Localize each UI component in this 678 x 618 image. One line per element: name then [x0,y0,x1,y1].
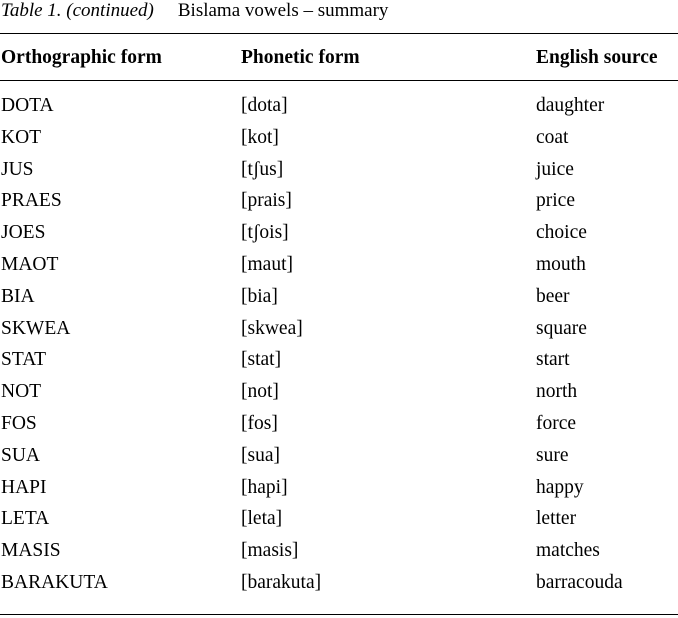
cell-phonetic: [bia] [241,285,278,307]
table-caption-title: Bislama vowels – summary [177,0,389,21]
cell-phonetic: [stat] [241,349,282,371]
table-row [0,379,678,411]
cell-orthographic: JUS [1,158,34,180]
table-row [0,220,678,252]
cell-phonetic: [dota] [241,95,288,116]
cell-english: matches [536,540,600,562]
cell-english: letter [536,508,577,530]
cell-orthographic: LETA [1,508,50,530]
cell-orthographic: BARAKUTA [1,571,108,593]
table-row [0,443,678,475]
cell-english: mouth [536,253,586,275]
cell-english: choice [536,222,587,244]
cell-english: beer [536,285,570,307]
cell-phonetic: [tʃois] [241,222,289,244]
cell-english: force [536,412,577,434]
cell-english: barracouda [536,571,623,593]
table-row [0,93,678,125]
table-row [0,538,678,570]
table-row [0,157,678,189]
table-row [0,347,678,379]
cell-english: start [536,349,570,371]
cell-orthographic: STAT [1,349,47,371]
cell-orthographic: MASIS [1,540,61,562]
cell-orthographic: MAOT [1,253,59,275]
table-row [0,475,678,507]
cell-orthographic: DOTA [1,95,54,116]
cell-orthographic: HAPI [1,476,47,498]
cell-english: sure [536,444,569,466]
table-header-rule [0,80,678,81]
cell-english: north [536,381,578,403]
cell-orthographic: KOT [1,126,42,148]
cell-orthographic: SUA [1,444,41,466]
cell-orthographic: PRAES [1,190,62,212]
cell-phonetic: [not] [241,381,279,403]
cell-phonetic: [masis] [241,540,299,562]
table-row [0,188,678,220]
cell-english: square [536,317,587,339]
cell-orthographic: FOS [1,412,37,434]
cell-phonetic: [maut] [241,253,293,275]
cell-orthographic: NOT [1,381,42,403]
cell-orthographic: SKWEA [1,317,71,339]
table-row [0,570,678,602]
table-top-rule [0,33,678,34]
table-row [0,284,678,316]
table-header-row [0,45,678,71]
header-phonetic-form: Phonetic form [241,47,360,68]
cell-english: coat [536,126,569,148]
cell-english: juice [536,158,574,180]
table-row [0,316,678,348]
cell-phonetic: [hapi] [241,476,288,498]
cell-english: happy [536,476,584,498]
cell-phonetic: [kot] [241,126,279,148]
cell-orthographic: BIA [1,285,35,307]
table-row [0,125,678,157]
table-row [0,506,678,538]
cell-phonetic: [fos] [241,412,278,434]
table-body [0,93,678,602]
table-bottom-rule [0,614,678,615]
table-caption-label: Table 1. (continued) [1,0,154,21]
table-row [0,411,678,443]
cell-phonetic: [skwea] [241,317,303,339]
table-row [0,252,678,284]
table-caption [1,0,388,22]
header-english-source: English source [536,47,658,68]
cell-phonetic: [tʃus] [241,158,284,180]
header-orthographic-form: Orthographic form [1,47,162,68]
cell-phonetic: [barakuta] [241,571,322,593]
cell-phonetic: [leta] [241,508,283,530]
cell-phonetic: [prais] [241,190,292,212]
cell-english: price [536,190,575,212]
cell-english: daughter [536,95,605,116]
cell-orthographic: JOES [1,222,46,244]
cell-phonetic: [sua] [241,444,280,466]
